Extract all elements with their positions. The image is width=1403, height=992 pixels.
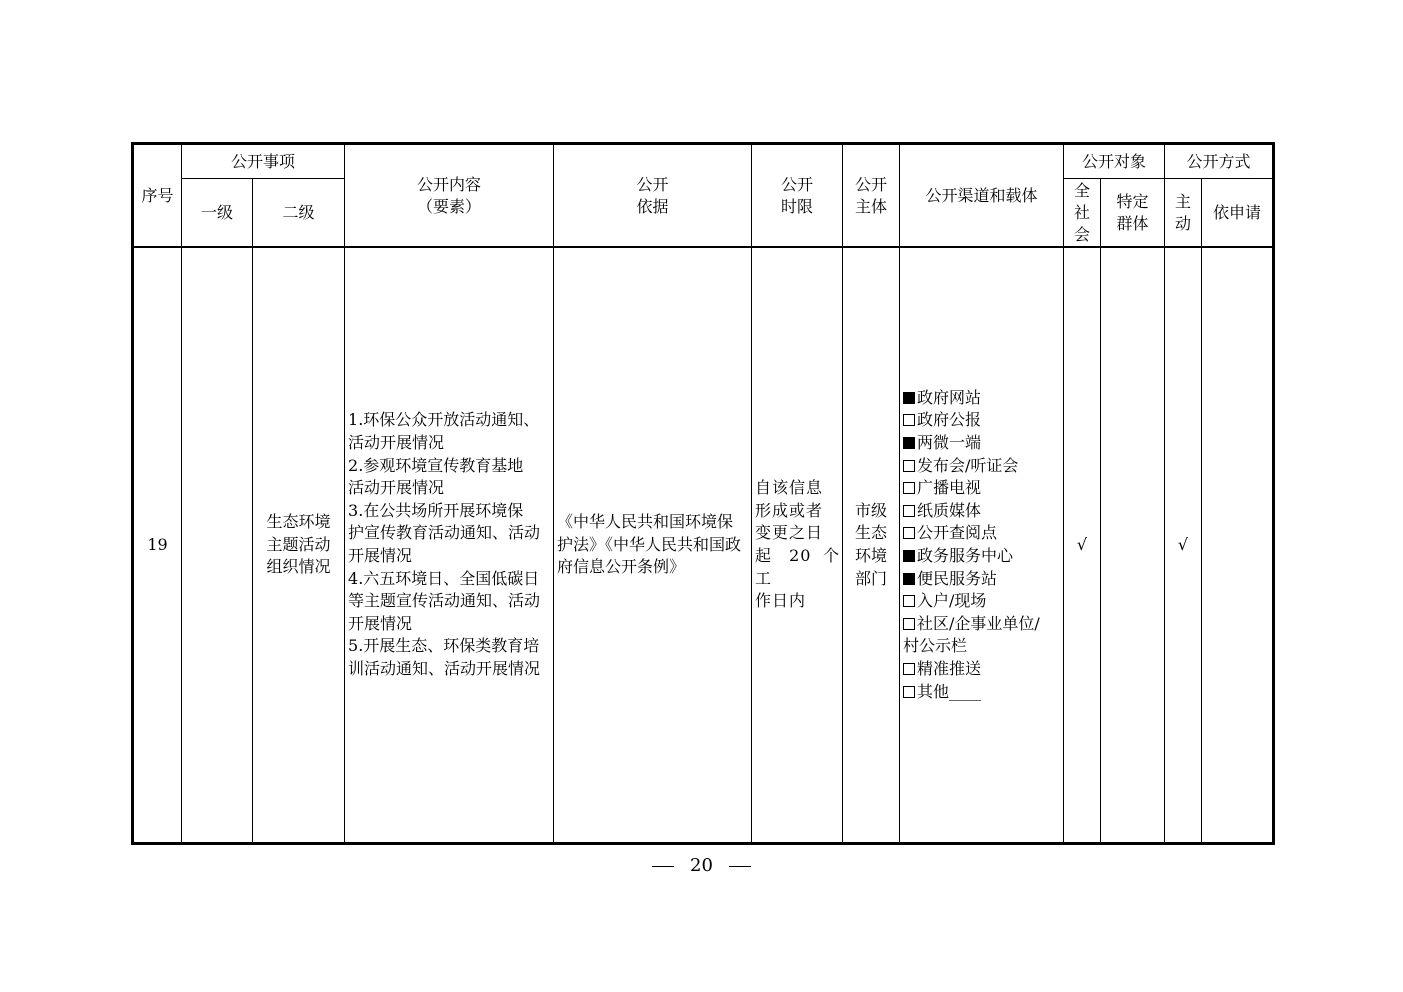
channel-list: [900, 387, 1063, 703]
channel-item: [900, 477, 1063, 500]
channel-item: [900, 522, 1063, 545]
row-channels: [900, 247, 1064, 844]
channel-label: 社区/企事业单位/: [917, 613, 1040, 633]
page-footer: [0, 852, 1403, 880]
channel-label: 精准推送: [917, 658, 982, 678]
channel-item: [900, 635, 1063, 658]
header-level1: 一级: [182, 179, 253, 248]
checked-box-icon: [903, 392, 915, 404]
unchecked-box-icon: [903, 414, 915, 426]
channel-item: [900, 387, 1063, 410]
row-basis: 《中华人民共和国环境保 护法》《中华人民共和国政 府信息公开条例》: [554, 247, 752, 844]
channel-label: 其他____: [917, 681, 982, 701]
unchecked-box-icon: [903, 460, 915, 472]
checked-box-icon: [903, 573, 915, 585]
header-subject: 公开 主体: [843, 144, 900, 248]
row-content: 1.环保公众开放活动通知、 活动开展情况 2.参观环境宣传教育基地 活动开展情况 3.在公共场所开展环境保 护宣传教育活动通知、活动 开展情况 4.六五环境日、全国低碳日 等主题宣传活动通知、活动 开展情况 5.开展生态、环保类教育培 训活动通知、活动开展情况: [345, 247, 554, 844]
channel-item: [900, 658, 1063, 681]
row-target-specific: [1101, 247, 1165, 844]
unchecked-box-icon: [903, 482, 915, 494]
header-method: 公开方式: [1165, 144, 1274, 179]
channel-item: [900, 545, 1063, 568]
header-content: 公开内容 （要素）: [345, 144, 554, 248]
channel-item: [900, 590, 1063, 613]
header-item: 公开事项: [182, 144, 345, 179]
channel-item: [900, 568, 1063, 591]
page-number: 20: [690, 855, 713, 876]
channel-label: 政府公报: [917, 410, 982, 430]
header-level2: 二级: [253, 179, 345, 248]
channel-item: [900, 613, 1063, 636]
channel-label: 发布会/听证会: [917, 455, 1019, 475]
row-level1: [182, 247, 253, 844]
header-seq: 序号: [133, 144, 182, 248]
header-period: 公开 时限: [752, 144, 843, 248]
unchecked-box-icon: [903, 618, 915, 630]
channel-label: 两微一端: [917, 433, 982, 453]
header-target-specific: 特定 群体: [1101, 179, 1165, 248]
channel-label: 政府网站: [917, 387, 982, 407]
header-target-all: 全社会: [1064, 179, 1101, 248]
channel-item: [900, 455, 1063, 478]
row-seq: 19: [133, 247, 182, 844]
footer-dash-left: [652, 866, 674, 867]
channel-label: 便民服务站: [917, 568, 998, 588]
row-method-apply: [1202, 247, 1274, 844]
channel-item: [900, 409, 1063, 432]
channel-label: 村公示栏: [903, 636, 968, 656]
row-period: 自该信息 形成或者 变更之日 起 20 个工 作日内: [752, 247, 843, 844]
footer-dash-right: [729, 866, 751, 867]
checked-box-icon: [903, 550, 915, 562]
channel-label: 公开查阅点: [917, 523, 998, 543]
unchecked-box-icon: [903, 527, 915, 539]
header-method-active: 主动: [1165, 179, 1202, 248]
unchecked-box-icon: [903, 505, 915, 517]
header-method-apply: 依申请: [1202, 179, 1274, 248]
channel-label: 入户/现场: [917, 591, 987, 611]
table-row: [133, 247, 1274, 844]
channel-label: 广播电视: [917, 478, 982, 498]
row-method-active: √: [1165, 247, 1202, 844]
header-channel: 公开渠道和载体: [900, 144, 1064, 248]
disclosure-table: [131, 142, 1275, 845]
channel-label: 纸质媒体: [917, 500, 982, 520]
channel-item: [900, 432, 1063, 455]
row-subject: 市级 生态 环境 部门: [843, 247, 900, 844]
channel-item: [900, 681, 1063, 704]
row-target-all: √: [1064, 247, 1101, 844]
header-target: 公开对象: [1064, 144, 1165, 179]
unchecked-box-icon: [903, 663, 915, 675]
checked-box-icon: [903, 437, 915, 449]
channel-label: 政务服务中心: [917, 546, 1014, 565]
row-level2: 生态环境 主题活动 组织情况: [253, 247, 345, 844]
header-basis: 公开 依据: [554, 144, 752, 248]
unchecked-box-icon: [903, 595, 915, 607]
unchecked-box-icon: [903, 686, 915, 698]
channel-item: [900, 500, 1063, 523]
